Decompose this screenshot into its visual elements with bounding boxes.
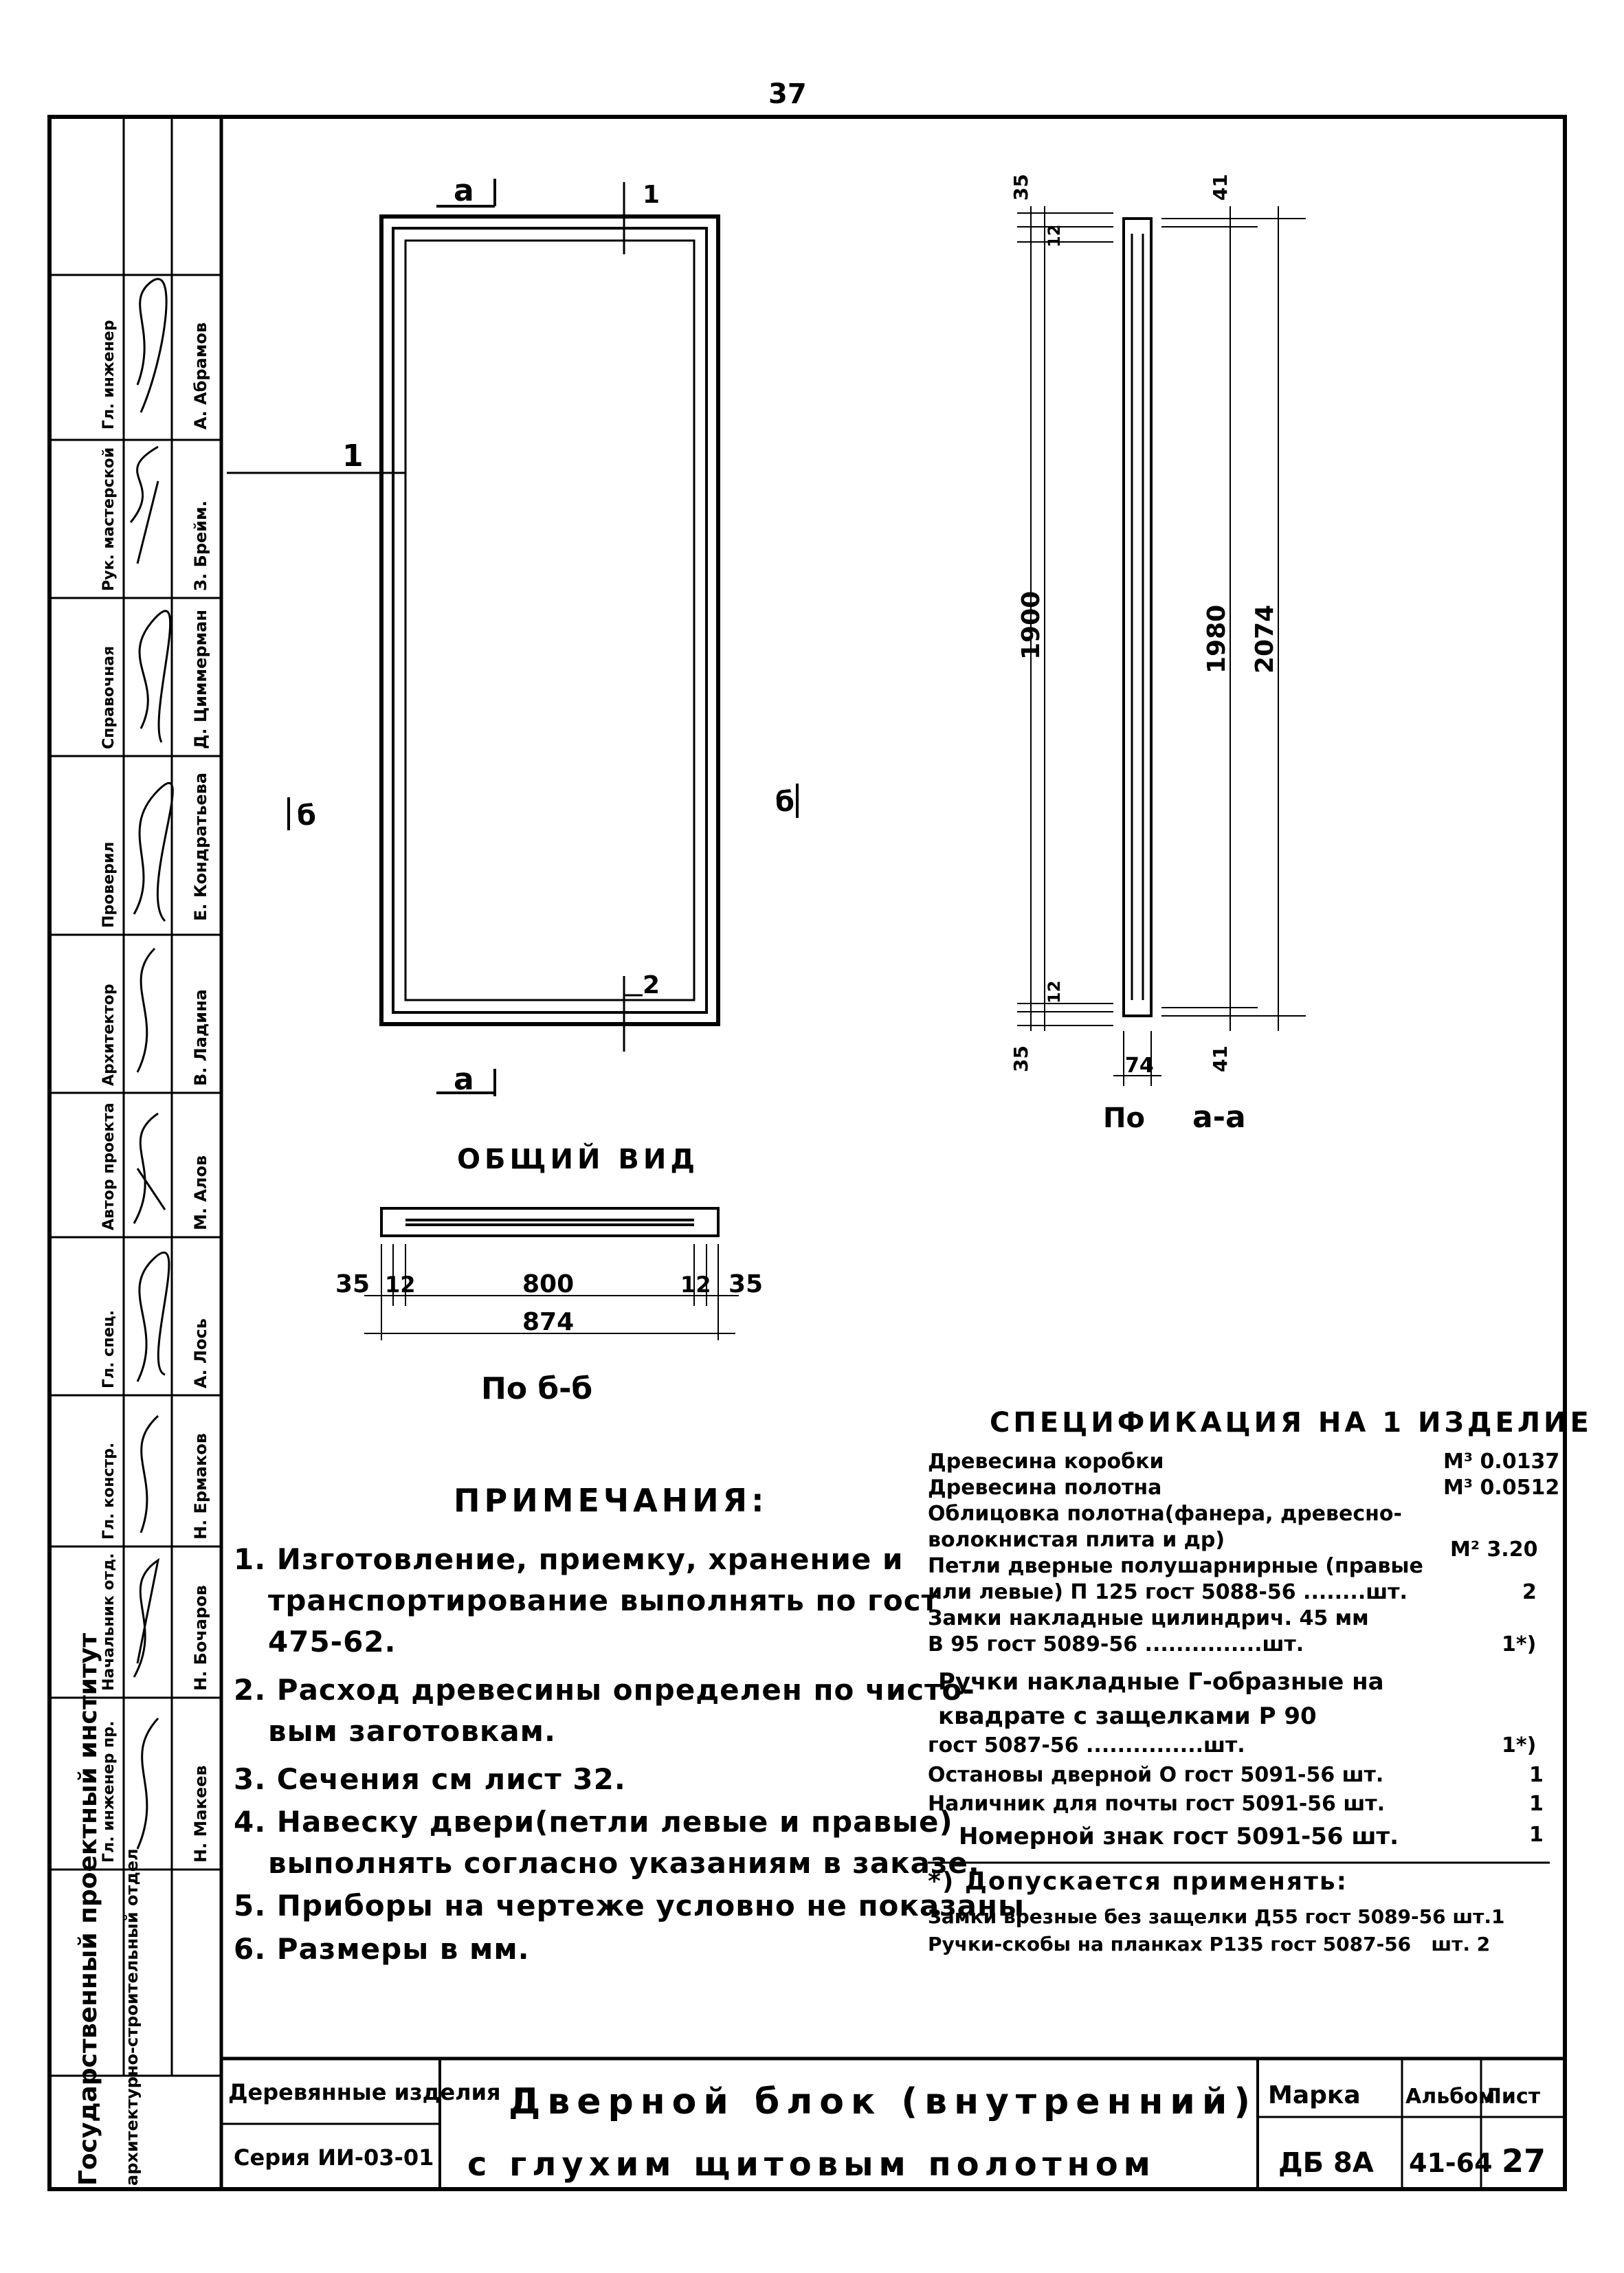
title-block-mark-value: ДБ 8А xyxy=(1278,2147,1374,2179)
stamp-row: Гл. констр. xyxy=(100,1442,118,1540)
dim-aa-bottom-41: 41 xyxy=(1209,1045,1232,1072)
section-mark-b-left: б xyxy=(297,800,316,832)
title-block-sheet-label: Лист xyxy=(1484,2085,1541,2109)
dim-aa-top-12: 12 xyxy=(1045,224,1064,247)
dim-bb-right-inner: 12 xyxy=(680,1272,711,1298)
leader-2-bottom: 2 xyxy=(643,971,660,999)
title-block-title-line2: с глухим щитовым полотном xyxy=(467,2145,1156,2184)
note-line: выполнять согласно указаниям в заказе. xyxy=(268,1846,980,1880)
stamp-row: Рук. мастерской xyxy=(100,447,118,591)
stamp-name: А. Лось xyxy=(191,1318,210,1388)
stamp-row: Гл. инженер xyxy=(100,320,118,430)
spec-row-value: 2 xyxy=(1522,1580,1537,1604)
stamp-row: Справочная xyxy=(100,645,118,749)
stamp-name: А. Абрамов xyxy=(191,322,210,430)
spec-row-value: 1 xyxy=(1529,1763,1544,1787)
stamp-row: Гл. инженер пр. xyxy=(100,1720,118,1863)
spec-row-name: Замки накладные цилиндрич. 45 мм xyxy=(928,1606,1369,1630)
stamp-name: Д. Циммерман xyxy=(191,609,210,749)
title-block-album-value: 41-64 xyxy=(1409,2148,1493,2178)
spec-row-value: 1*) xyxy=(1502,1632,1537,1656)
note-line: 6. Размеры в мм. xyxy=(234,1932,530,1966)
dim-aa-74: 74 xyxy=(1125,1054,1154,1078)
title-block-category: Деревянные изделия xyxy=(228,2079,501,2105)
spec-row-value: М³ 0.0137 xyxy=(1443,1450,1560,1474)
stamp-name: Е. Кондратьева xyxy=(191,772,210,921)
section-aa-prefix: По xyxy=(1103,1102,1145,1134)
spec-row-value: 1 xyxy=(1529,1792,1544,1816)
dim-aa-2074: 2074 xyxy=(1251,604,1279,674)
stamp-name: З. Брейм. xyxy=(191,500,210,591)
dim-aa-top-41: 41 xyxy=(1209,174,1232,201)
note-line: 1. Изготовление, приемку, хранение и xyxy=(234,1542,904,1576)
spec-row-value: М³ 0.0512 xyxy=(1443,1476,1560,1500)
stamp-row: Архитектор xyxy=(100,984,118,1086)
dim-bb-left-inner: 12 xyxy=(385,1272,416,1298)
spec-row-name: Облицовка полотна(фанера, древесно- xyxy=(928,1502,1402,1526)
dim-aa-bottom-35: 35 xyxy=(1010,1045,1032,1072)
section-mark-b-right: б xyxy=(775,786,794,818)
note-line: вым заготовкам. xyxy=(268,1714,556,1748)
page-number: 37 xyxy=(768,78,807,110)
note-line: 3. Сечения см лист 32. xyxy=(234,1762,626,1796)
spec-row-name: Номерной знак гост 5091-56 шт. xyxy=(959,1823,1399,1850)
title-block-title-line1: Дверной блок (внутренний) xyxy=(509,2081,1258,2122)
title-block-album-label: Альбом xyxy=(1405,2085,1495,2109)
spec-footnote-line: Замки врезные без защелки Д55 гост 5089-56 шт.1 xyxy=(928,1905,1505,1928)
stamp-org-sub: архитектурно-строительный отдел xyxy=(122,1848,142,2186)
section-mark-a-bottom: а xyxy=(454,1062,474,1097)
section-aa-label: а-а xyxy=(1192,1100,1246,1135)
note-line: 2. Расход древесины определен по чисто- xyxy=(234,1673,975,1707)
title-block-sheet-value: 27 xyxy=(1502,2142,1546,2180)
dim-bb-right-outer: 35 xyxy=(728,1270,764,1298)
stamp-name: Н. Бочаров xyxy=(191,1585,210,1691)
dim-bb-mid: 800 xyxy=(522,1270,575,1298)
spec-row-name: Древесина коробки xyxy=(928,1450,1164,1474)
spec-row-name: Петли дверные полушарнирные (правые xyxy=(928,1554,1423,1578)
dim-bb-total: 874 xyxy=(522,1308,575,1336)
spec-row-name: Остановы дверной О гост 5091-56 шт. xyxy=(928,1763,1384,1787)
dim-aa-1980: 1980 xyxy=(1203,604,1231,674)
spec-row-name: Наличник для почты гост 5091-56 шт. xyxy=(928,1792,1385,1816)
spec-row-name: или левые) П 125 гост 5088-56 ........шт. xyxy=(928,1580,1408,1604)
stamp-name: М. Алов xyxy=(191,1155,210,1230)
spec-row-name: В 95 гост 5089-56 ...............шт. xyxy=(928,1632,1304,1656)
stamp-row: Проверил xyxy=(100,841,118,928)
spec-row-name: волокнистая плита и др) xyxy=(928,1528,1225,1552)
spec-row-name: квадрате с защелками Р 90 xyxy=(938,1703,1317,1730)
spec-row-name: Ручки накладные Г-образные на xyxy=(938,1668,1384,1696)
spec-row-name: гост 5087-56 ...............шт. xyxy=(928,1733,1245,1758)
note-line: 4. Навеску двери(петли левые и правые) xyxy=(234,1805,953,1839)
note-line: 5. Приборы на чертеже условно не показаны xyxy=(234,1889,1025,1922)
note-line: транспортирование выполнять по гост xyxy=(268,1584,939,1617)
stamp-row: Автор проекта xyxy=(100,1102,118,1230)
stamp-org-name: Государственный проектный институт xyxy=(74,1632,102,2186)
spec-row-name: Древесина полотна xyxy=(928,1476,1162,1500)
dim-aa-top-35: 35 xyxy=(1010,174,1032,201)
leader-1-left: 1 xyxy=(342,439,364,474)
spec-row-value: 1*) xyxy=(1502,1733,1537,1758)
dim-bb-left-outer: 35 xyxy=(335,1270,370,1298)
leader-1-top: 1 xyxy=(643,181,660,209)
stamp-row: Начальник отд. xyxy=(100,1553,118,1691)
spec-title: СПЕЦИФИКАЦИЯ НА 1 ИЗДЕЛИЕ xyxy=(990,1407,1592,1439)
stamp-row: Гл. спец. xyxy=(100,1310,118,1388)
front-view-label: ОБЩИЙ ВИД xyxy=(457,1144,699,1175)
note-line: 475-62. xyxy=(268,1625,397,1659)
spec-row-value: 1 xyxy=(1529,1823,1544,1847)
dim-aa-bottom-12: 12 xyxy=(1045,980,1064,1004)
stamp-name: Н. Ермаков xyxy=(191,1433,210,1540)
spec-row-value: М² 3.20 xyxy=(1450,1538,1538,1562)
title-block-mark-label: Марка xyxy=(1268,2081,1361,2109)
dim-aa-1900: 1900 xyxy=(1017,590,1045,660)
section-bb-label: По б-б xyxy=(481,1371,593,1406)
stamp-name: Н. Макеев xyxy=(191,1765,210,1863)
spec-footnote-title: *) Допускается применять: xyxy=(928,1867,1348,1896)
section-mark-a-top: а xyxy=(454,173,474,208)
notes-title: ПРИМЕЧАНИЯ: xyxy=(454,1482,768,1519)
title-block-series: Серия ИИ-03-01 xyxy=(234,2144,434,2171)
spec-footnote-line: Ручки-скобы на планках Р135 гост 5087-56 шт. 2 xyxy=(928,1933,1491,1955)
stamp-name: В. Ладина xyxy=(191,989,210,1086)
